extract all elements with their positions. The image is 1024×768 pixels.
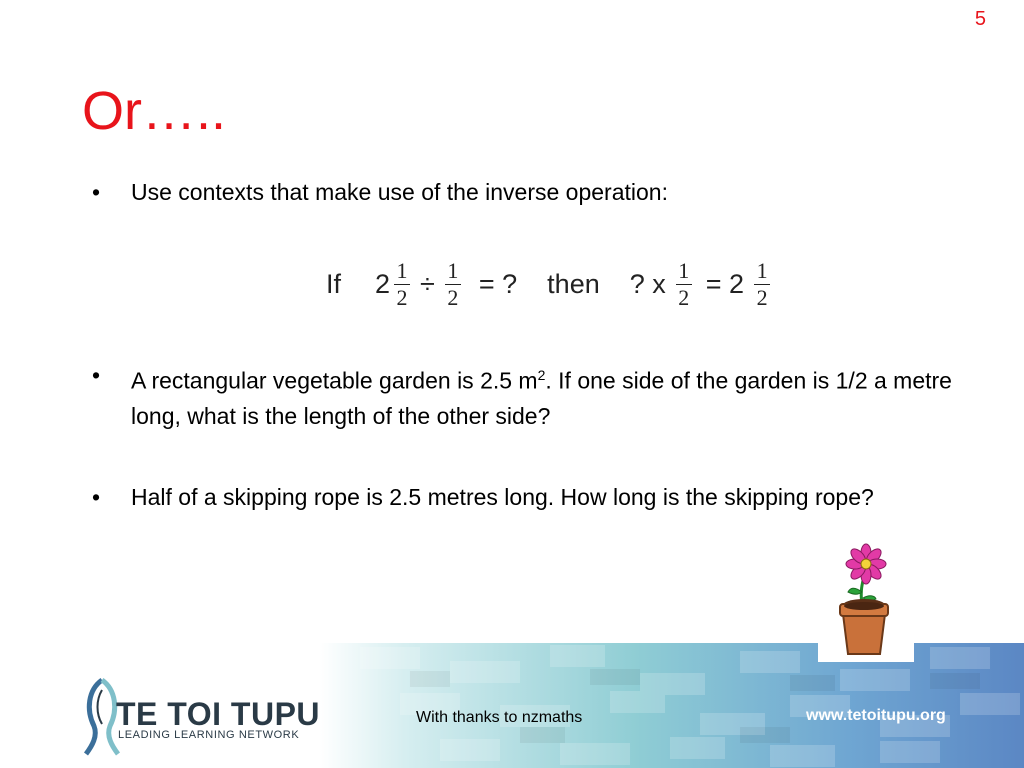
eq-whole-1: 2 [375, 268, 391, 299]
numerator: 1 [756, 257, 768, 283]
bullet-item-rope [92, 480, 972, 515]
bullet-text: Use contexts that make use of the inverse operation: [131, 179, 668, 205]
fraction-1 [394, 258, 410, 311]
bullet-marker: • [92, 179, 101, 205]
superscript: 2 [537, 367, 546, 383]
bullet-marker: • [92, 484, 101, 510]
bullet-item-garden [92, 358, 972, 434]
footer-band [320, 643, 1024, 768]
eq-question-times: ? x [629, 268, 666, 299]
footer-website-link[interactable]: www.tetoitupu.org [806, 707, 946, 724]
fraction-equation [320, 252, 774, 316]
bullet-text: Half of a skipping rope is 2.5 metres long. How long is the skipping rope? [131, 484, 874, 510]
fraction-2 [445, 258, 461, 311]
divide-sign: ÷ [420, 268, 435, 299]
denominator: 2 [396, 284, 408, 310]
numerator: 1 [678, 257, 690, 283]
slide-number: 5 [974, 8, 986, 30]
numerator: 1 [447, 257, 459, 283]
denominator: 2 [678, 284, 690, 310]
denominator: 2 [447, 284, 459, 310]
logo-subtitle: LEADING LEARNING NETWORK [118, 729, 300, 741]
numerator: 1 [396, 257, 408, 283]
eq-if: If [326, 268, 342, 299]
bullet-text-part: A rectangular vegetable garden is 2.5 m [131, 367, 538, 394]
slide-title: Or….. [82, 81, 226, 141]
footer-thanks: With thanks to nzmaths [416, 709, 583, 726]
eq-equals-two: = 2 [705, 268, 745, 299]
bullet-marker: • [92, 362, 101, 388]
eq-equals-question: = ? [478, 268, 518, 299]
bullet-item-inverse [92, 175, 972, 210]
fraction-4 [754, 258, 770, 311]
logo-name: TE TOI TUPU [116, 696, 321, 732]
bullet-text [131, 358, 972, 434]
eq-then: then [547, 268, 600, 299]
potted-flower-icon [818, 542, 914, 662]
denominator: 2 [756, 284, 768, 310]
fraction-3 [676, 258, 692, 311]
bullet-text-part: . If one side of the garden is 1/2 a metre long, what is the length of the other side? [131, 367, 952, 429]
